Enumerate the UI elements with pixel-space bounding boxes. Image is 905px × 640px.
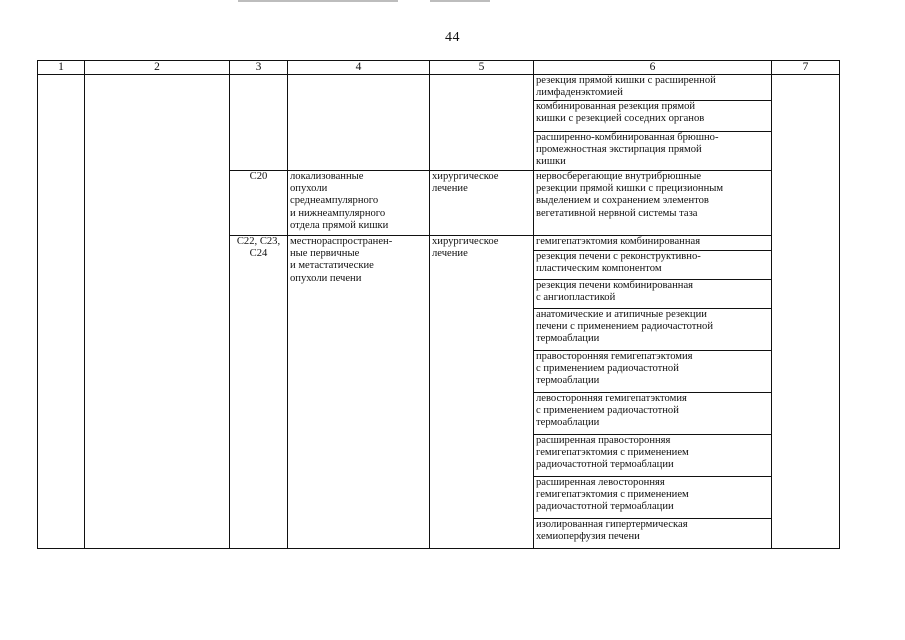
page-number: 44 [445,30,460,45]
procedure-cell: гемигепатэктомия комбинированная [534,236,772,251]
procedure-cell: резекция печени с реконструктивно- пластическим компонентом [534,251,772,280]
treatment-cell: хирургическое лечение [430,171,534,236]
diagnosis-cell: локализованные опухоли среднеампулярного и нижнеампулярного отдела прямой кишки [288,171,430,236]
procedure-cell: комбинированная резекция прямой кишки с резекцией соседних органов [534,101,772,132]
column-header-2: 2 [85,61,230,75]
table-row [38,75,840,101]
icd-code-cell [230,75,288,171]
column-header-5: 5 [430,61,534,75]
column-header-4: 4 [288,61,430,75]
column-2-cell [85,75,230,549]
column-1-cell [38,75,85,549]
procedures-table [37,60,840,549]
procedure-cell: расширенно-комбинированная брюшно- промежностная экстирпация прямой кишки [534,132,772,171]
treatment-cell: хирургическое лечение [430,236,534,549]
procedure-cell: правосторонняя гемигепатэктомия с применением радиочастотной термоаблации [534,351,772,393]
column-7-cell [772,75,840,549]
scan-edge-mark [238,0,398,2]
procedure-cell: анатомические и атипичные резекции печени с применением радиочастотной термоаблации [534,309,772,351]
procedure-cell: резекция печени комбинированная с ангиопластикой [534,280,772,309]
procedure-cell: изолированная гипертермическая хемиоперфузия печени [534,519,772,549]
procedure-cell: левосторонняя гемигепатэктомия с применением радиочастотной термоаблации [534,393,772,435]
procedure-cell: расширенная правосторонняя гемигепатэктомия с применением радиочастотной термоаблации [534,435,772,477]
diagnosis-cell: местнораспространен- ные первичные и метастатические опухоли печени [288,236,430,549]
column-header-6: 6 [534,61,772,75]
column-header-7: 7 [772,61,840,75]
procedure-cell: резекция прямой кишки с расширенной лимфаденэктомией [534,75,772,101]
column-header-3: 3 [230,61,288,75]
procedure-cell: нервосберегающие внутрибрюшные резекции прямой кишки с прецизионным выделением и сохранением элементов вегетативной нервной системы таза [534,171,772,236]
scan-edge-mark [430,0,490,2]
icd-code-cell: C22, C23, C24 [230,236,288,549]
column-header-1: 1 [38,61,85,75]
diagnosis-cell [288,75,430,171]
treatment-cell [430,75,534,171]
icd-code-cell: C20 [230,171,288,236]
procedure-cell: расширенная левосторонняя гемигепатэктомия с применением радиочастотной термоаблации [534,477,772,519]
header-row [38,61,840,75]
